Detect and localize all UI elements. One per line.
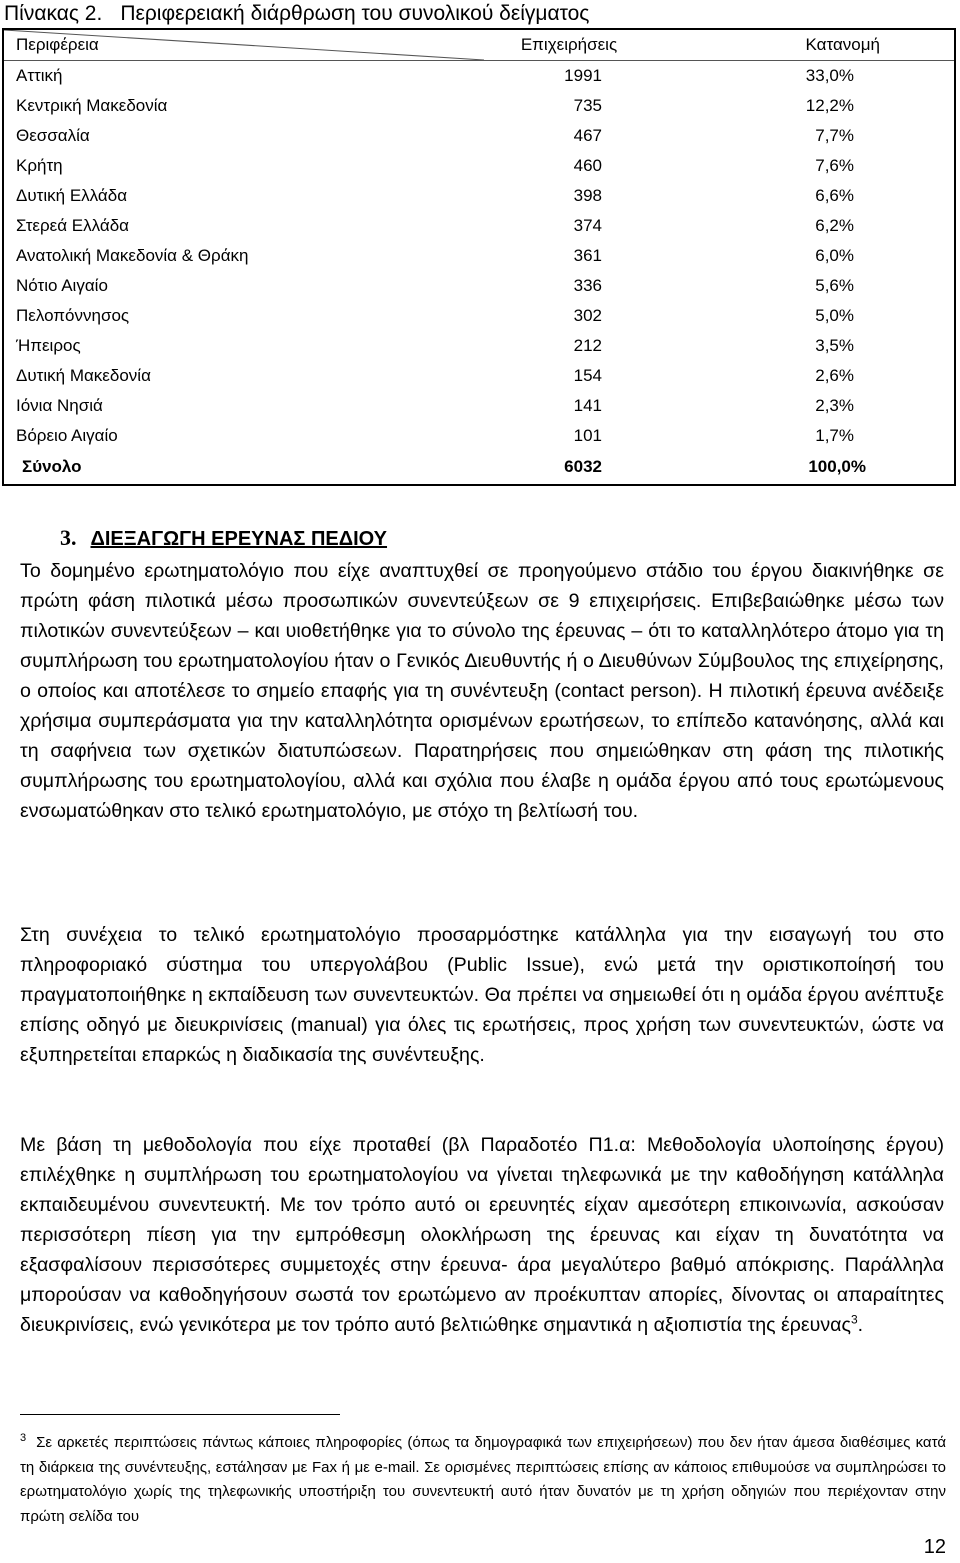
paragraph-pilot: Το δομημένο ερωτηματολόγιο που είχε αναπτυχθεί σε προηγούμενο στάδιο του έργου διακινήθηκε σε πρώτη φάση πιλοτικά μέσω προσωπικών συνεντεύξεων σε 9 επιχειρήσεις. Επιβεβαιώθηκε μέσω των πιλοτικών συνεντεύξεων – και υιοθετήθηκε για το σύνολο της έρευνας – ότι το καταλληλότερο άτομο για τη συμπλήρωση του ερωτηματολογίου ήταν ο Γενικός Διευθυντής ή ο Διευθύνων Σύμβουλος της επιχείρησης, ο οποίος και αποτέλεσε το σημείο επαφής για τη συνέντευξη (contact person). Η πιλοτική έρευνα ανέδειξε χρήσιμα συμπεράσματα για την καταλληλότητα ορισμένων ερωτήσεων, το επίπεδο κατανόησης, αλλά και τη σαφήνεια των σχετικών διατυπώσεων. Παρατηρήσεις που σημειώθηκαν στη φάση της πιλοτικής συμπλήρωσης του ερωτηματολογίου, αλλά και σχόλια που έλαβε η ομάδα έργου από τους ερωτώμενους ενσωματώθηκαν στο τελικό ερωτηματολόγιο, με στόχο τη βελτίωσή του.: [20, 560, 944, 822]
row-distribution: 12,2%: [805, 96, 854, 115]
table-row: [4, 241, 954, 271]
table-row: [4, 301, 954, 331]
row-distribution: 5,6%: [815, 276, 854, 295]
row-region: Δυτική Ελλάδα: [16, 186, 128, 205]
row-region: Κεντρική Μακεδονία: [16, 96, 168, 115]
row-businesses: 460: [573, 156, 602, 175]
row-region: Αττική: [16, 66, 63, 85]
row-region: Πελοπόννησος: [16, 306, 130, 325]
row-region: Κρήτη: [16, 156, 63, 175]
total-label: Σύνολο: [22, 457, 82, 476]
paragraph-methodology: [20, 1130, 944, 1340]
row-region: Βόρειο Αιγαίο: [16, 426, 118, 445]
row-distribution: 3,5%: [815, 336, 854, 355]
row-distribution: 6,6%: [815, 186, 854, 205]
table-row: [4, 331, 954, 361]
table-total-row: [4, 452, 954, 482]
total-businesses: 6032: [564, 457, 602, 476]
section-title: ΔΙΕΞΑΓΩΓΗ ΕΡΕΥΝΑΣ ΠΕΔΙΟΥ: [90, 528, 388, 550]
table-row: [4, 361, 954, 391]
table-row: [4, 151, 954, 181]
table-row: [4, 421, 954, 451]
row-region: Δυτική Μακεδονία: [16, 366, 151, 385]
row-businesses: 154: [573, 366, 602, 385]
header-distribution: Κατανομή: [805, 35, 880, 54]
caption-label: Πίνακας 2.: [4, 2, 103, 25]
row-businesses: 141: [573, 396, 602, 415]
table-caption: [4, 0, 589, 28]
table-row: [4, 271, 954, 301]
header-region: Περιφέρεια: [16, 35, 99, 54]
paragraph-questionnaire: Στη συνέχεια το τελικό ερωτηματολόγιο προσαρμόστηκε κατάλληλα για την εισαγωγή του στο πληροφοριακό σύστημα του υπεργολάβου (Public Issue), ενώ μετά την οριστικοποίησή του πραγματοποιήθηκε η εκπαίδευση των συνεντευκτών. Θα πρέπει να σημειωθεί ότι η ομάδα έργου ανέπτυξε επίσης οδηγό με διευκρινίσεις (manual) για όλες τις ερωτήσεις, προς χρήση των συνεντευκτών, ώστε να εξυπηρετείται επαρκώς η διαδικασία της συνέντευξης.: [20, 924, 944, 1066]
row-distribution: 7,6%: [815, 156, 854, 175]
page-number: 12: [923, 1536, 946, 1558]
footnote-separator: [20, 1414, 340, 1415]
row-businesses: 374: [573, 216, 602, 235]
region-table: [2, 28, 956, 486]
row-region: Νότιο Αιγαίο: [16, 276, 108, 295]
table-header-row: [4, 30, 954, 60]
row-distribution: 1,7%: [815, 426, 854, 445]
row-distribution: 7,7%: [815, 126, 854, 145]
caption-title: Περιφερειακή διάρθρωση του συνολικού δείγματος: [120, 2, 590, 25]
row-businesses: 101: [573, 426, 602, 445]
footnote-mark: 3: [20, 1432, 27, 1444]
row-businesses: 302: [573, 306, 602, 325]
row-region: Ανατολική Μακεδονία & Θράκη: [16, 246, 249, 265]
table-row: [4, 391, 954, 421]
total-distribution: 100,0%: [808, 457, 866, 476]
row-businesses: 336: [573, 276, 602, 295]
row-businesses: 361: [573, 246, 602, 265]
paragraph-methodology-text: Με βάση τη μεθοδολογία που είχε προταθεί (βλ Παραδοτέο Π1.α: Μεθοδολογία υλοποίησης έργου) επιλέχθηκε η συμπλήρωση του ερωτηματολογίου να γίνεται τηλεφωνικά με την καθοδήγηση κατάλληλα εκπαιδευμένου συνεντευκτή. Με τον τρόπο αυτό οι ερευνητές είχαν αμεσότερη επικοινωνία, ασκούσαν περισσότερη πίεση για την εμπρόθεσμη ολοκλήρωση της έρευνας και είχαν τη δυνατότητα να εξασφαλίσουν περισσότερες συμμετοχές στην έρευνα- άρα μεγαλύτερο βαθμό απόκρισης. Παράλληλα μπορούσαν να καθοδηγήσουν σωστά τον ερωτώμενο αν προέκυπταν απορίες, δίνοντας οι απαραίτητες διευκρινίσεις, ενώ γενικότερα με τον τρόπο αυτό βελτιώθηκε σημαντικά η αξιοπιστία της έρευνας: [20, 1134, 944, 1336]
row-region: Ήπειρος: [16, 336, 81, 355]
footnote-text: Σε αρκετές περιπτώσεις πάντως κάποιες πληροφορίες (όπως τα δημογραφικά των επιχειρήσεων) που δεν ήταν άμεσα διαθέσιμες κατά τη διάρκεια της συνέντευξης, εστάλησαν με Fax ή με e-mail. Σε ορισμένες περιπτώσεις επίσης αν κάποιος επιθυμούσε να συμπληρώσει το ερωτηματολόγιο χωρίς της τηλεφωνικής υποστήριξη του συνεντευκτή αυτό ήταν δυνατόν με τη χρήση οδηγιών που περιέχονταν στην πρώτη σελίδα του: [20, 1434, 946, 1525]
row-distribution: 5,0%: [815, 306, 854, 325]
paragraph-methodology-end: .: [857, 1314, 864, 1336]
footnote-reference: 3: [850, 1312, 858, 1327]
row-businesses: 1991: [564, 66, 602, 85]
row-distribution: 6,0%: [815, 246, 854, 265]
row-distribution: 33,0%: [805, 66, 854, 85]
row-businesses: 735: [573, 96, 602, 115]
row-region: Ιόνια Νησιά: [16, 396, 103, 415]
section-number: 3.: [60, 525, 77, 550]
table-row: [4, 61, 954, 91]
table-row: [4, 91, 954, 121]
header-businesses: Επιχειρήσεις: [520, 35, 618, 54]
row-distribution: 2,6%: [815, 366, 854, 385]
table-row: [4, 181, 954, 211]
row-businesses: 398: [573, 186, 602, 205]
row-region: Στερεά Ελλάδα: [16, 216, 129, 235]
section-heading: [60, 522, 387, 554]
row-businesses: 467: [573, 126, 602, 145]
row-region: Θεσσαλία: [16, 126, 90, 145]
footnote: [20, 1426, 946, 1529]
table-row: [4, 121, 954, 151]
row-distribution: 2,3%: [815, 396, 854, 415]
row-businesses: 212: [573, 336, 602, 355]
row-distribution: 6,2%: [815, 216, 854, 235]
table-row: [4, 211, 954, 241]
